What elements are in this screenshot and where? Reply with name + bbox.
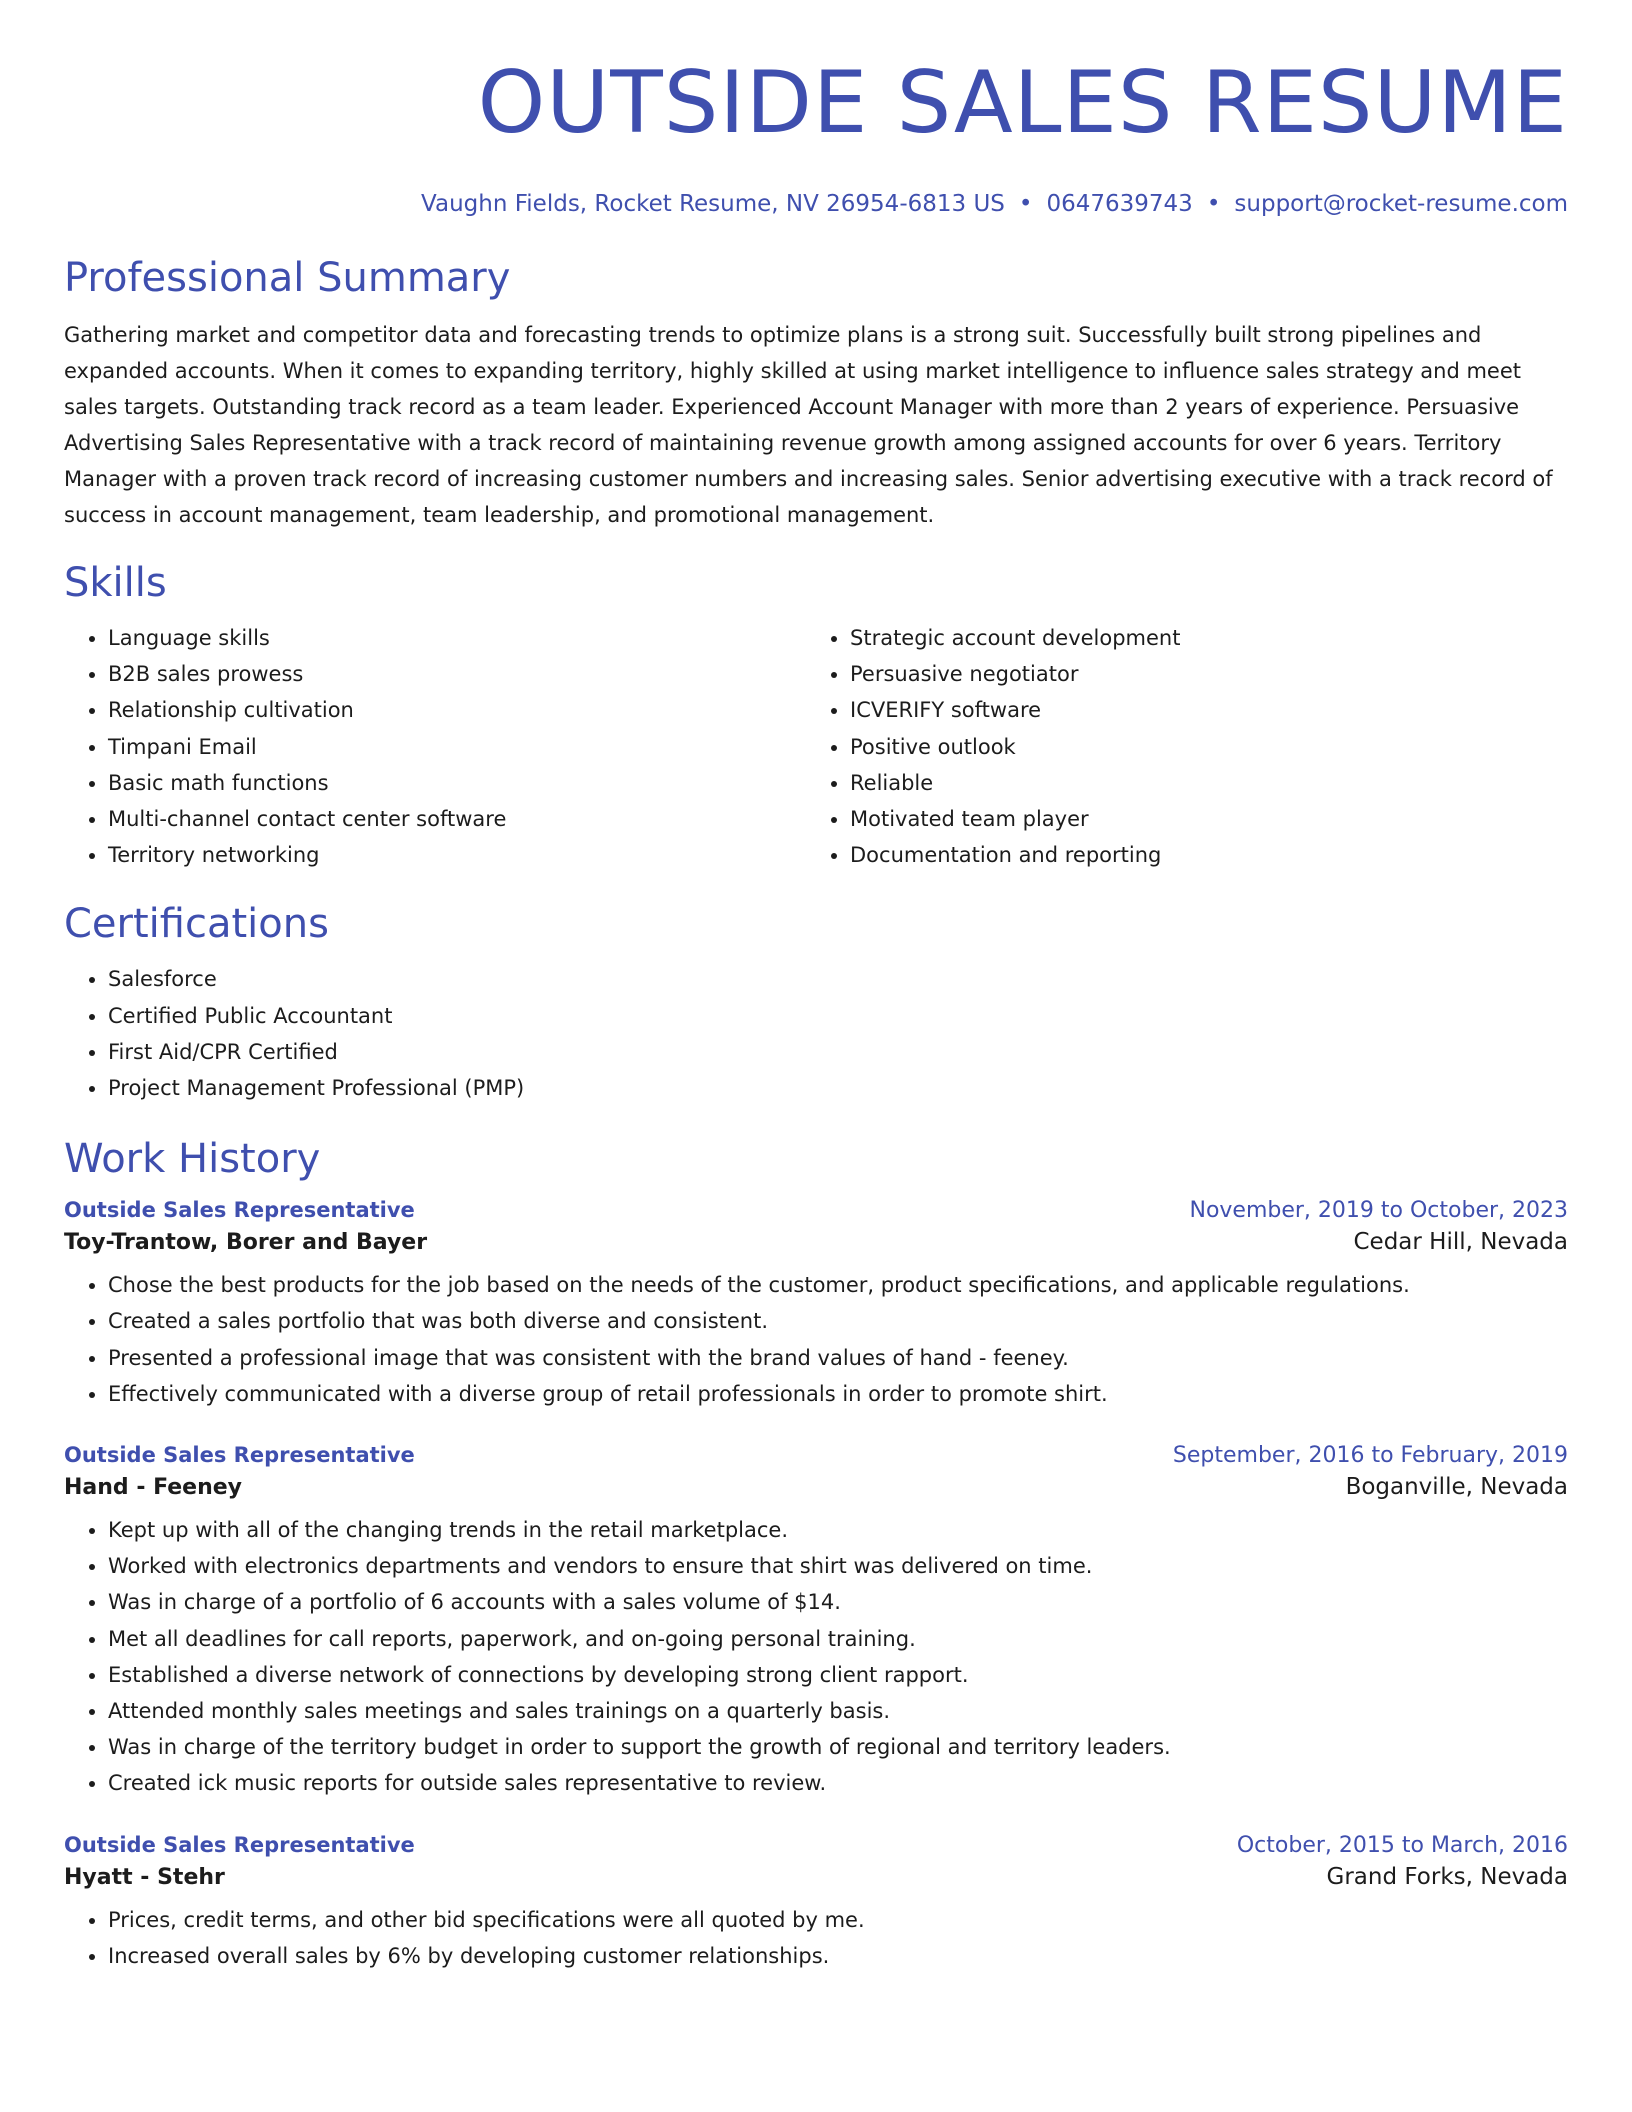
job-bullet: • Worked with electronics departments and vendors to ensure that shirt was delivered on time.	[108, 1548, 1568, 1584]
resume-page	[64, 0, 1568, 1974]
job-company-row	[64, 1864, 1568, 1890]
job-location: Grand Forks, Nevada	[1326, 1863, 1568, 1890]
job-bullet: • Prices, credit terms, and other bid specifications were all quoted by me.	[108, 1902, 1568, 1938]
job-dates: September, 2016 to February, 2019	[1172, 1443, 1568, 1469]
job-entry	[64, 1833, 1568, 1974]
certification-item: • First Aid/CPR Certified	[108, 1034, 1568, 1070]
skill-item: • Language skills	[108, 620, 806, 656]
job-bullet: • Effectively communicated with a diverse group of retail professionals in order to promote shirt.	[108, 1376, 1568, 1412]
skill-item: • Reliable	[850, 765, 1548, 801]
job-bullet: • Met all deadlines for call reports, paperwork, and on-going personal training.	[108, 1621, 1568, 1657]
work-history-heading: Work History	[64, 1136, 321, 1183]
skill-item: • Documentation and reporting	[850, 837, 1548, 873]
skill-item: • Basic math functions	[108, 765, 806, 801]
skill-item: • Persuasive negotiator	[850, 656, 1548, 692]
skills-section	[64, 558, 1568, 873]
job-header-row	[64, 1198, 1568, 1223]
certification-item: • Project Management Professional (PMP)	[108, 1070, 1568, 1106]
job-location: Cedar Hill, Nevada	[1353, 1229, 1568, 1256]
certification-item: • Salesforce	[108, 961, 1568, 997]
skill-item: • ICVERIFY software	[850, 692, 1548, 728]
job-dates: October, 2015 to March, 2016	[1236, 1832, 1568, 1858]
job-bullet: • Attended monthly sales meetings and sales trainings on a quarterly basis.	[108, 1693, 1568, 1729]
skill-item: • Timpani Email	[108, 729, 806, 765]
job-location: Boganville, Nevada	[1345, 1474, 1568, 1501]
certifications-list	[64, 961, 1568, 1106]
certification-item: • Certified Public Accountant	[108, 998, 1568, 1034]
job-header-row	[64, 1833, 1568, 1858]
summary-text: Gathering market and competitor data and forecasting trends to optimize plans is a strong suit. Successfully built strong pipelines and expanded accounts. When it comes to expanding territory, highly skilled at using market intelligence to influence sales strategy and meet sales targets. Outstanding track record as a team leader. Experienced Account Manager with more than 2 years of experience. Persuasive Advertising Sales Representative with a track record of maintaining revenue growth among assigned accounts for over 6 years. Territory Manager with a proven track record of increasing customer numbers and increasing sales. Senior advertising executive with a track record of success in account management, team leadership, and promotional management.	[64, 323, 1553, 527]
job-bullets	[64, 1902, 1568, 1974]
resume-title: OUTSIDE SALES RESUME	[477, 53, 1568, 153]
contact-line	[64, 188, 1568, 220]
contact-email[interactable]: support@rocket-resume.com	[1234, 191, 1568, 217]
skills-column-right	[806, 620, 1548, 873]
job-bullets	[64, 1267, 1568, 1412]
skill-item: • Territory networking	[108, 837, 806, 873]
skill-item: • Strategic account development	[850, 620, 1548, 656]
job-bullet: • Established a diverse network of connections by developing strong client rapport.	[108, 1657, 1568, 1693]
job-entry	[64, 1443, 1568, 1802]
job-bullet: • Was in charge of the territory budget in order to support the growth of regional and territory leaders.	[108, 1729, 1568, 1765]
skills-column-left	[64, 620, 806, 873]
skill-item: • Positive outlook	[850, 729, 1548, 765]
skill-item: • Relationship cultivation	[108, 692, 806, 728]
work-history-section	[64, 1134, 1568, 1974]
summary-section	[64, 253, 1568, 533]
skills-heading: Skills	[64, 560, 167, 606]
skills-grid	[64, 620, 1568, 873]
job-company-row	[64, 1474, 1568, 1500]
summary-heading: Professional Summary	[64, 255, 511, 301]
contact-separator: •	[1206, 191, 1221, 217]
job-company: Toy-Trantow, Borer and Bayer	[64, 1230, 428, 1256]
job-bullets	[64, 1512, 1568, 1802]
skill-item: • Multi-channel contact center software	[108, 801, 806, 837]
job-title: Outside Sales Representative	[64, 1832, 415, 1857]
job-bullet: • Chose the best products for the job based on the needs of the customer, product specifications, and applicable regulations.	[108, 1267, 1568, 1303]
job-bullet: • Kept up with all of the changing trends in the retail marketplace.	[108, 1512, 1568, 1548]
skill-item: • Motivated team player	[850, 801, 1548, 837]
job-company: Hyatt - Stehr	[64, 1864, 225, 1890]
contact-address: Vaughn Fields, Rocket Resume, NV 26954-6813 US	[421, 191, 1005, 217]
job-bullet: • Created ick music reports for outside sales representative to review.	[108, 1765, 1568, 1801]
job-entry	[64, 1198, 1568, 1412]
contact-separator: •	[1018, 191, 1033, 217]
job-company-row	[64, 1229, 1568, 1255]
job-bullet: • Presented a professional image that was consistent with the brand values of hand - feeney.	[108, 1340, 1568, 1376]
certifications-section	[64, 899, 1568, 1106]
contact-phone: 0647639743	[1046, 191, 1193, 217]
certifications-heading: Certifications	[64, 901, 329, 948]
skill-item: • B2B sales prowess	[108, 656, 806, 692]
job-dates: November, 2019 to October, 2023	[1189, 1198, 1568, 1224]
job-title: Outside Sales Representative	[64, 1198, 415, 1223]
job-header-row	[64, 1443, 1568, 1468]
job-bullet: • Created a sales portfolio that was both diverse and consistent.	[108, 1303, 1568, 1339]
job-title: Outside Sales Representative	[64, 1443, 415, 1468]
job-company: Hand - Feeney	[64, 1475, 243, 1501]
job-bullet: • Was in charge of a portfolio of 6 accounts with a sales volume of $14.	[108, 1584, 1568, 1620]
job-bullet: • Increased overall sales by 6% by developing customer relationships.	[108, 1938, 1568, 1974]
